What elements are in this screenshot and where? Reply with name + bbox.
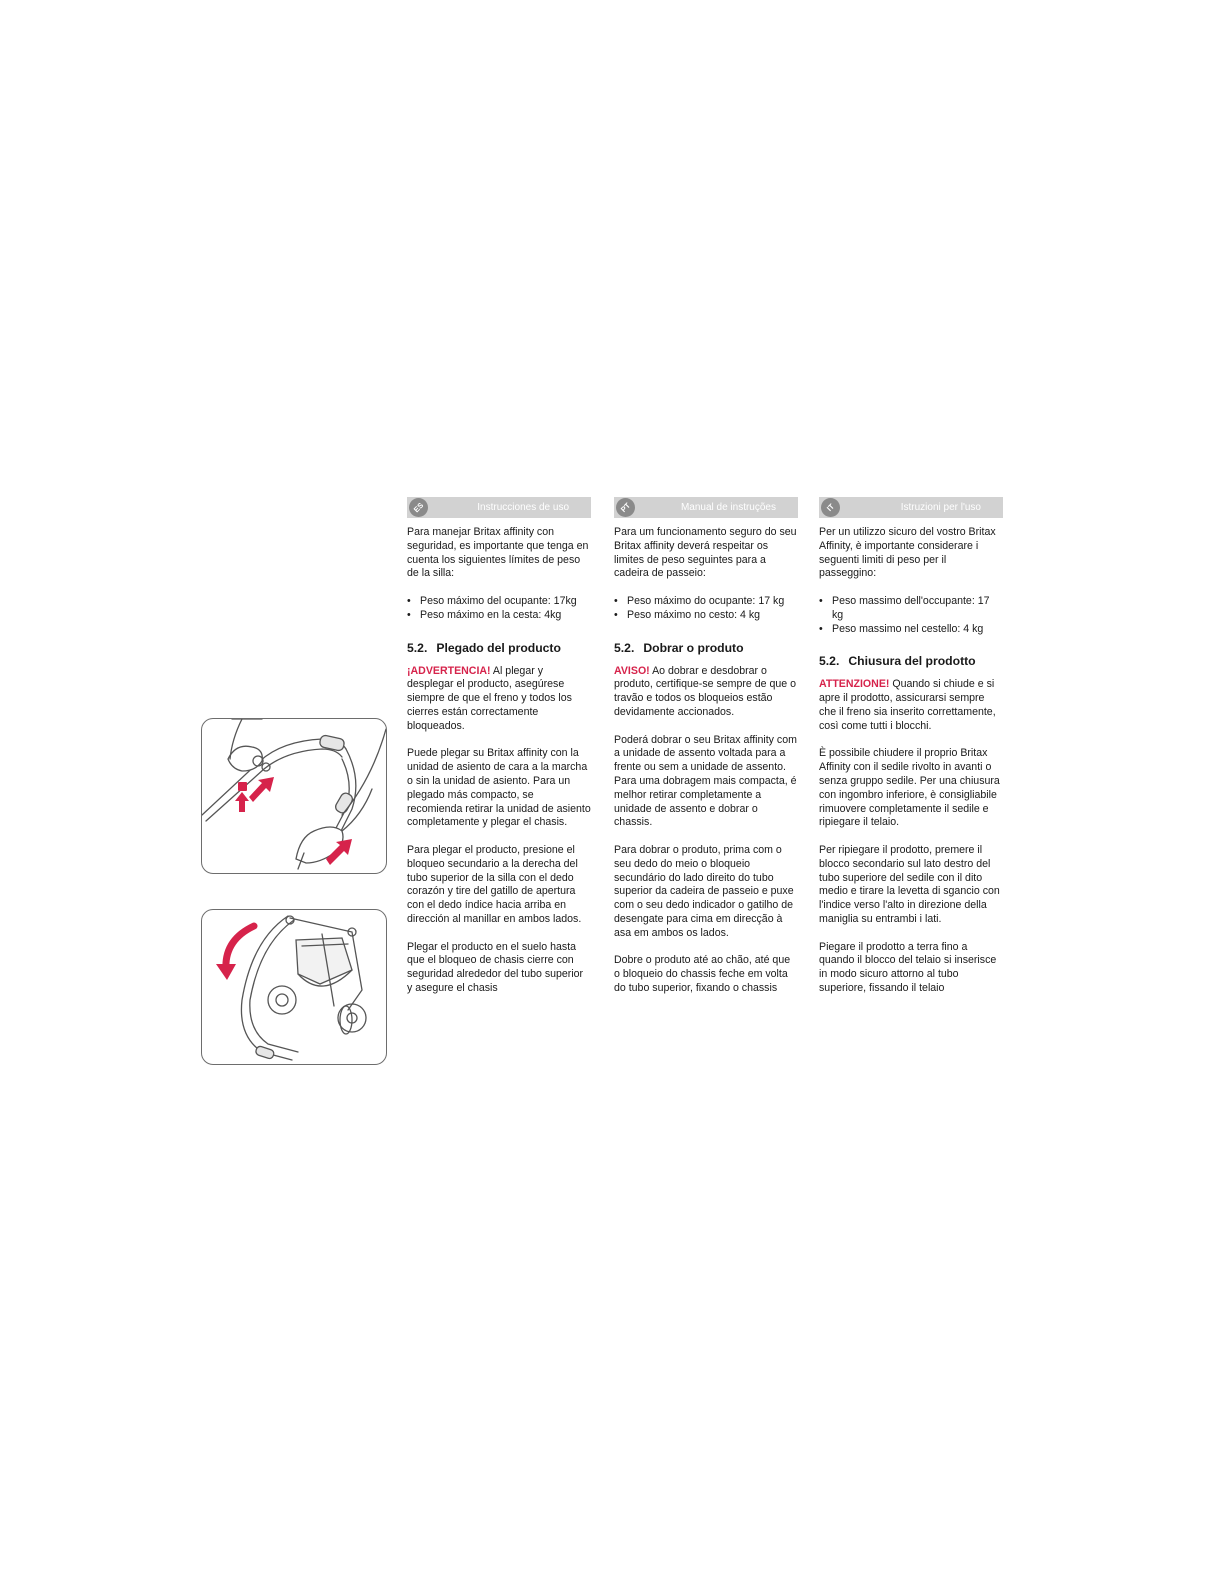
illustration-hands-folding [201, 718, 387, 874]
paragraph-es-3: Plegar el producto en el suelo hasta que el bloqueo de chasis cierre con seguridad alrededor del tubo superior y asegure el chasis [407, 940, 584, 994]
weight-list-it [819, 595, 1003, 636]
section-number-pt: 5.2. [614, 640, 635, 655]
column-pt [614, 497, 798, 1010]
stroller-fold-hands-icon [202, 719, 386, 873]
section-heading-pt [614, 641, 798, 656]
warning-pt [614, 665, 798, 720]
list-item: • Peso máximo del ocupante: 17kg [407, 595, 591, 609]
warning-it [819, 678, 1003, 733]
warning-label-it: ATTENZIONE! [819, 678, 890, 691]
section-title-it: Chiusura del prodotto [848, 654, 976, 669]
lang-title-it: Istruzioni per l'uso [900, 502, 981, 513]
intro-it: Per un utilizzo sicuro del vostro Britax Affinity, è importante considerare i seguenti limiti di peso per il passeggino: [819, 526, 996, 580]
section-number-it: 5.2. [819, 654, 840, 669]
warning-label-pt: AVISO! [614, 664, 650, 677]
paragraph-es-2: Para plegar el producto, presione el bloqueo secundario a la derecha del tubo superior de la silla con el dedo corazón y tire del gatillo de apertura con el dedo índice hacia arriba en dirección al manillar en ambos lados. [407, 843, 582, 925]
section-number-es: 5.2. [407, 640, 428, 655]
section-title-es: Plegado del producto [436, 640, 561, 655]
paragraph-it-3: Piegare il prodotto a terra fino a quando il blocco del telaio si inserisce in modo sicuro attorno al tubo superiore, fissando il telaio [819, 940, 997, 994]
lang-header-pt [614, 497, 798, 518]
language-badge-es: ES [405, 494, 432, 521]
list-item: • Peso massimo dell'occupante: 17 kg [819, 595, 1003, 623]
column-it [819, 497, 1003, 1010]
lang-title-es: Instrucciones de uso [477, 502, 569, 513]
paragraph-pt-2: Para dobrar o produto, prima com o seu dedo do meio o bloqueio secundário do lado direito do tubo superior da cadeira de passeio e puxe com o seu dedo indicador o gatilho de desengate para cima em direcção à asa em ambos os lados. [614, 843, 794, 939]
language-badge-pt: PT [612, 494, 639, 521]
paragraph-es-1: Puede plegar su Britax affinity con la unidad de asiento de cara a la marcha o sin la unidad de asiento. Para un plegado más compacto, se recomienda retirar la unidad de asiento completamente y plegar el chasis. [407, 747, 591, 829]
list-item: • Peso máximo en la cesta: 4kg [407, 609, 591, 623]
warning-text-pt: Ao dobrar e desdobrar o produto, certifique-se sempre de que o travão e todos os bloqueios estão devidamente accionados. [614, 664, 796, 718]
weight-list-es [407, 595, 591, 623]
paragraph-it-2: Per ripiegare il prodotto, premere il blocco secondario sul lato destro del tubo superiore del sedile con il dito medio e tirare la levetta di sgancio con l'indice verso l'alto in direzione della maniglia su entrambi i lati. [819, 843, 1000, 925]
list-item: • Peso máximo no cesto: 4 kg [614, 609, 798, 623]
paragraph-it-1: È possibile chiudere il proprio Britax Affinity con il sedile rivolto in avanti o senza gruppo sedile. Per una chiusura con ingombro inferiore, è consigliabile rimuovere completamente il sedile e ripiegare il telaio. [819, 747, 1000, 829]
illustration-stroller-folding [201, 909, 387, 1065]
list-item: • Peso máximo do ocupante: 17 kg [614, 595, 798, 609]
lang-title-pt: Manual de instruções [680, 502, 776, 513]
intro-es: Para manejar Britax affinity con seguridad, es importante que tenga en cuenta los siguientes límites de peso de la silla: [407, 526, 589, 580]
paragraph-pt-1: Poderá dobrar o seu Britax affinity com a unidade de assento voltada para a frente ou sem a unidade de assento. Para uma dobragem mais compacta, é melhor retirar completamente a unidade de assento e dobrar o chassis. [614, 733, 797, 829]
column-es [407, 497, 591, 1010]
language-badge-it: IT [817, 494, 844, 521]
lang-header-it [819, 497, 1003, 518]
paragraph-pt-3: Dobre o produto até ao chão, até que o bloqueio do chassis feche em volta do tubo superior, fixando o chassis [614, 954, 791, 994]
intro-pt: Para um funcionamento seguro do seu Britax affinity deverá respeitar os limites de peso seguintes para a cadeira de passeio: [614, 526, 797, 580]
stroller-fold-rotate-icon [202, 910, 386, 1064]
section-heading-it [819, 654, 1003, 669]
warning-label-es: ¡ADVERTENCIA! [407, 664, 491, 677]
weight-list-pt [614, 595, 798, 623]
list-item: • Peso massimo nel cestello: 4 kg [819, 623, 1003, 637]
warning-text-es: Al plegar y desplegar el producto, asegúrese siempre de que el freno y todos los cierres están correctamente bloqueados. [407, 664, 572, 732]
section-title-pt: Dobrar o produto [643, 640, 744, 655]
lang-header-es [407, 497, 591, 518]
warning-text-it: Quando si chiude e si apre il prodotto, assicurarsi sempre che il freno sia inserito correttamente, così come tutti i blocchi. [819, 678, 996, 732]
section-heading-es [407, 641, 591, 656]
warning-es [407, 665, 591, 734]
